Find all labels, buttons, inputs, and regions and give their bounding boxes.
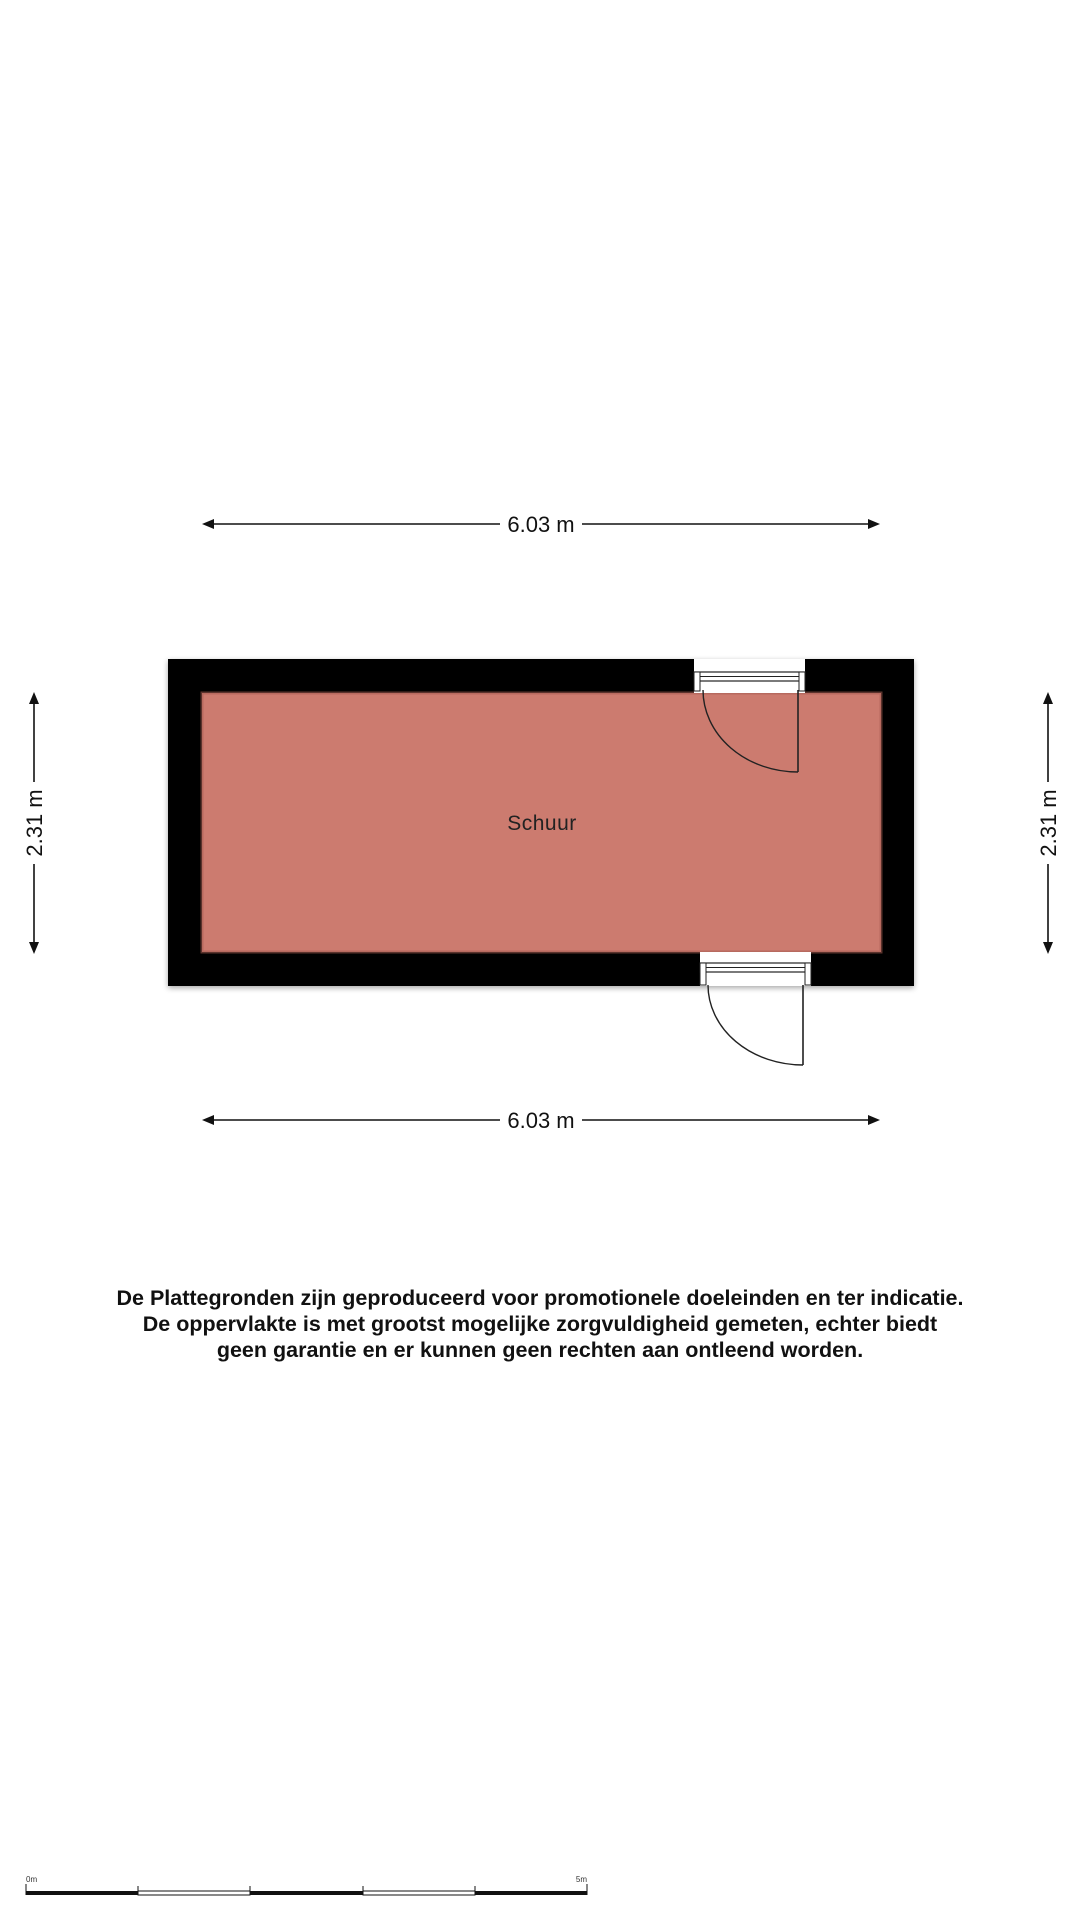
top-dimension	[202, 512, 880, 537]
scale-bar-segment-1	[26, 1891, 138, 1895]
scale-bar-end-label: 5m	[575, 1875, 587, 1884]
left-dimension	[22, 692, 47, 954]
scale-bar-start-label: 0m	[26, 1875, 38, 1884]
right-dimension-arrow-bottom	[1043, 942, 1053, 954]
bottom-dimension-arrow-left	[202, 1115, 214, 1125]
bottom-door-swing-arc	[708, 985, 803, 1065]
disclaimer-line-3: geen garantie en er kunnen geen rechten aan ontleend worden.	[216, 1338, 864, 1362]
top-dimension-arrow-right	[868, 519, 880, 529]
bottom-dimension	[202, 1108, 880, 1133]
disclaimer-line-1: De Plattegronden zijn geproduceerd voor promotionele doeleinden en ter indicatie.	[116, 1286, 964, 1310]
right-dimension-arrow-top	[1043, 692, 1053, 704]
top-door-jamb-left	[694, 672, 700, 691]
bottom-dimension-arrow-right	[868, 1115, 880, 1125]
top-dimension-arrow-left	[202, 519, 214, 529]
scale-bar-segment-3	[250, 1891, 363, 1895]
left-dimension-label: 2.31 m	[22, 789, 47, 857]
left-dimension-arrow-top	[29, 692, 39, 704]
top-door-jamb-right	[799, 672, 805, 691]
disclaimer	[40, 1285, 1040, 1363]
left-dimension-arrow-bottom	[29, 942, 39, 954]
bottom-door	[700, 952, 811, 1065]
scale-bar-segment-4	[363, 1891, 475, 1895]
bottom-dimension-label: 6.03 m	[507, 1108, 575, 1133]
right-dimension-label: 2.31 m	[1036, 789, 1061, 857]
scale-bar-segment-5	[475, 1891, 587, 1895]
top-dimension-label: 6.03 m	[507, 512, 575, 537]
scale-bar	[26, 1875, 587, 1895]
bottom-door-jamb-left	[700, 963, 706, 985]
bottom-door-jamb-right	[805, 963, 811, 985]
room-label: Schuur	[507, 812, 577, 835]
disclaimer-line-2: De oppervlakte is met grootst mogelijke zorgvuldigheid gemeten, echter biedt	[142, 1312, 938, 1336]
scale-bar-segment-2	[138, 1891, 250, 1895]
right-dimension	[1036, 692, 1061, 954]
